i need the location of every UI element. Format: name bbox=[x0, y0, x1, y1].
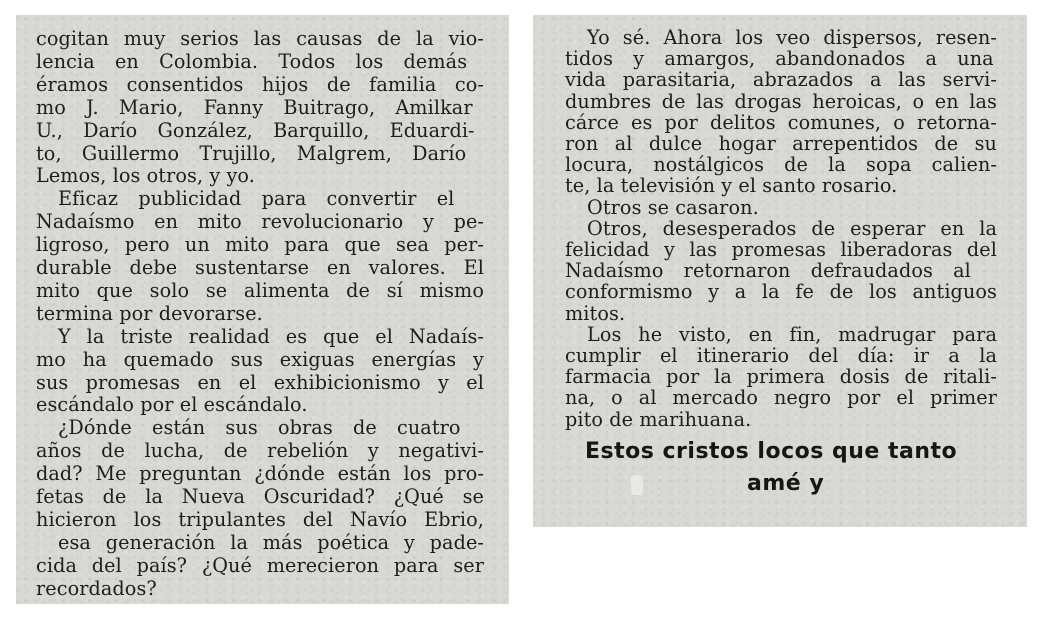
text-line: éramos consentidos hijos de familia co- bbox=[36, 72, 484, 96]
text-line: dad? Me preguntan ¿dónde están los pro- bbox=[36, 462, 484, 486]
text-line: U., Darío González, Barquillo, Eduardi- bbox=[36, 118, 475, 142]
text-line: Nadaísmo retornaron defraudados al bbox=[565, 259, 971, 283]
text-line: cumplir el itinerario del día: ir a la bbox=[565, 344, 997, 367]
text-line: Otros se casaron. bbox=[587, 195, 759, 219]
text-line: te, la televisión y el santo rosario. bbox=[565, 174, 898, 198]
text-line: esa generación la más poética y pade- bbox=[58, 530, 484, 554]
text-line: pito de marihuana. bbox=[565, 407, 752, 431]
text-line: termina por devorarse. bbox=[36, 301, 263, 325]
text-line: hicieron los tripulantes del Navío Ebrio, bbox=[36, 507, 484, 531]
text-line: ligroso, pero un mito para que sea per- bbox=[36, 233, 484, 257]
text-line: dumbres de las drogas heroicas, o en las bbox=[565, 89, 997, 113]
text-line: fetas de la Nueva Oscuridad? ¿Qué se bbox=[36, 485, 484, 508]
handwritten-note-line-2: amé y bbox=[747, 471, 825, 496]
text-line: ron al dulce hogar arrepentidos de su bbox=[565, 132, 997, 155]
text-line: to, Guillermo Trujillo, Malgrem, Darío bbox=[36, 141, 467, 165]
text-line: Y la triste realidad es que el Nadaís- bbox=[58, 324, 484, 348]
handwritten-note-line-1: Estos cristos locos que tanto bbox=[585, 439, 958, 464]
text-line: sus promesas en el exhibicionismo y el bbox=[36, 370, 484, 394]
text-line: mo J. Mario, Fanny Buitrago, Amilkar bbox=[36, 95, 473, 119]
text-line: locura, nostálgicos de la sopa calien- bbox=[565, 153, 997, 177]
text-line: Los he visto, en fin, madrugar para bbox=[587, 322, 997, 346]
text-line: Otros, desesperados de esperar en la bbox=[587, 216, 997, 240]
text-line: na, o al mercado negro por el primer bbox=[565, 386, 997, 410]
text-line: cárce es por delitos comunes, o retorna- bbox=[565, 110, 997, 134]
text-line: Lemos, los otros, y yo. bbox=[36, 164, 255, 188]
text-line: mitos. bbox=[565, 301, 626, 325]
text-line: Yo sé. Ahora los veo dispersos, resen- bbox=[587, 26, 997, 49]
newspaper-clipping-left bbox=[16, 15, 509, 604]
text-line: felicidad y las promesas liberadoras del bbox=[565, 238, 997, 261]
paper-crease-mark bbox=[631, 475, 643, 495]
text-line: tidos y amargos, abandonados a una bbox=[565, 47, 994, 71]
text-line: escándalo por el escándalo. bbox=[36, 393, 308, 417]
text-line: cida del país? ¿Qué merecieron para ser bbox=[36, 553, 484, 577]
text-line: farmacia por la primera dosis de ritali- bbox=[565, 365, 997, 389]
text-line: durable debe sustentarse en valores. El bbox=[36, 256, 484, 279]
text-line: mito que solo se alimenta de sí mismo bbox=[36, 278, 484, 302]
text-line: lencia en Colombia. Todos los demás bbox=[36, 49, 468, 73]
text-line: cogitan muy serios las causas de la vio- bbox=[36, 27, 484, 50]
text-line: conformismo y a la fe de los antiguos bbox=[565, 280, 997, 304]
newspaper-clipping-right bbox=[533, 15, 1027, 527]
text-line: ¿Dónde están sus obras de cuatro bbox=[58, 416, 461, 440]
text-line: Nadaísmo en mito revolucionario y pe- bbox=[36, 210, 484, 234]
text-line: Eficaz publicidad para convertir el bbox=[58, 187, 455, 211]
text-line: años de lucha, de rebelión y negativi- bbox=[36, 439, 484, 463]
text-line: mo ha quemado sus exiguas energías y bbox=[36, 347, 484, 371]
text-line: recordados? bbox=[36, 576, 157, 600]
text-line: vida parasitaria, abrazados a las servi- bbox=[565, 68, 997, 92]
